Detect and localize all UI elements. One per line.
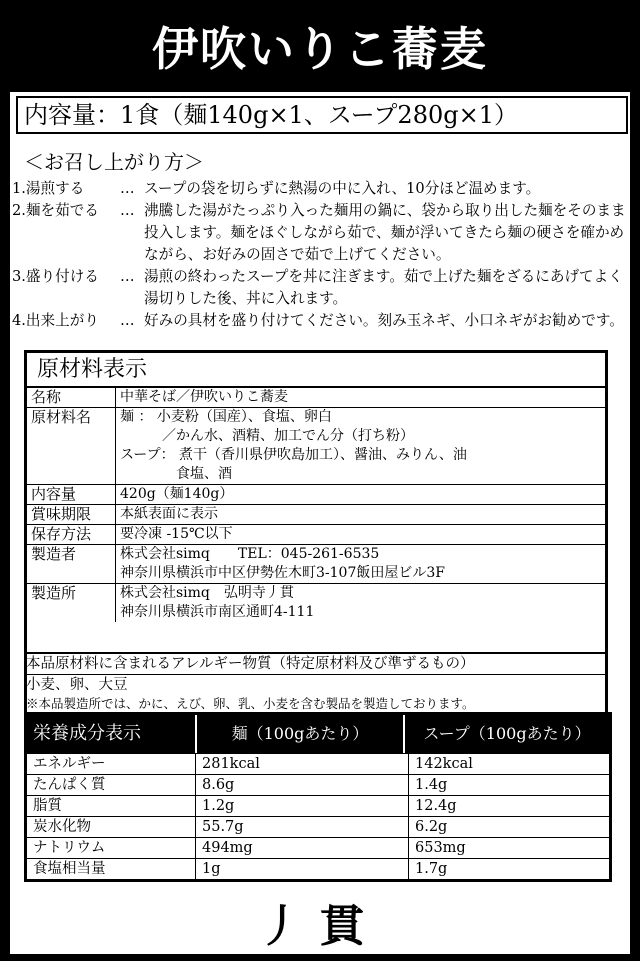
raw-key: 名称 <box>27 388 116 407</box>
raw-line: 株式会社simq 弘明寺丿貫 <box>120 585 294 601</box>
raw-key: 賞味期限 <box>27 505 116 524</box>
raw-line: 食塩、酒 <box>120 466 232 482</box>
noodle-value: 55.7g <box>196 817 409 837</box>
step-3 <box>12 266 628 310</box>
raw-key: 原材料名 <box>27 408 116 484</box>
raw-materials-title: 原材料表示 <box>27 353 605 388</box>
raw-line: 神奈川県横浜市中区伊勢佐木町3-107飯田屋ビル3F <box>120 565 445 581</box>
noodle-column-header: 麺（100gあたり） <box>197 715 405 753</box>
nutrition-row <box>27 858 609 879</box>
nutrition-table <box>24 712 612 882</box>
raw-value <box>116 388 605 407</box>
step-text: スープの袋を切らずに熱湯の中に入れ、10分ほど温めます。 <box>144 180 541 197</box>
soup-column-header: スープ（100gあたり） <box>423 724 591 743</box>
soup-value: 142kcal <box>415 756 473 772</box>
raw-line: 本紙表面に表示 <box>120 506 218 522</box>
nutrition-row <box>27 753 609 774</box>
soup-value: 6.2g <box>415 819 448 835</box>
soup-value: 12.4g <box>415 798 457 814</box>
raw-row-ingredients <box>27 408 605 485</box>
allergy-note: ※本品製造所では、かに、えび、卵、乳、小麦を含む製品を製造しております。 <box>26 696 475 711</box>
step-text: 沸騰した湯がたっぷり入った麺用の鍋に、袋から取り出した麺をそのまま投入します。麺をほぐしながら茹で、麺が浮いてきたら麺の硬さを確かめながら、お好みの固さで茹で上げてください。 <box>144 202 626 263</box>
raw-line: 麺 ： 小麦粉（国産）、食塩、卵白 <box>120 409 332 425</box>
noodle-value: 281kcal <box>196 754 409 774</box>
raw-value <box>116 525 605 544</box>
nutrition-row <box>27 816 609 837</box>
nutrition-row <box>27 837 609 858</box>
step-label: 3.盛り付ける <box>12 268 99 285</box>
raw-line: 要冷凍 -15℃以下 <box>120 526 233 542</box>
raw-row-name <box>27 388 605 408</box>
nutrient-name: 食塩相当量 <box>27 859 196 879</box>
content-amount: 内容量：1食（麺140g×1、スープ280g×1） <box>16 96 628 134</box>
nutrition-row <box>27 774 609 795</box>
product-title: 伊吹いりこ蕎麦 <box>152 22 488 76</box>
raw-line: 株式会社simq TEL：045-261-6535 <box>120 546 380 562</box>
raw-row-amount <box>27 485 605 505</box>
nutrient-name: エネルギー <box>27 754 196 774</box>
step-4 <box>12 310 628 332</box>
soup-value: 653mg <box>415 840 466 856</box>
allergy-section <box>24 652 608 713</box>
raw-value <box>116 545 605 583</box>
raw-line: 神奈川県横浜市南区通町4-111 <box>120 604 315 620</box>
raw-line: ／かん水、酒精、加工でん分（打ち粉） <box>120 428 414 444</box>
nutrient-name: たんぱく質 <box>27 775 196 795</box>
nutrient-name: 炭水化物 <box>27 817 196 837</box>
step-dots: … <box>120 268 135 285</box>
soup-value: 1.7g <box>415 861 448 877</box>
nutrient-name: ナトリウム <box>27 838 196 858</box>
preparation-heading: ＜お召し上がり方＞ <box>24 150 204 174</box>
step-text: 湯煎の終わったスープを丼に注ぎます。茹で上げた麺をざるにあげてよく湯切りした後、丼に入れます。 <box>144 268 623 307</box>
noodle-value: 1.2g <box>196 796 409 816</box>
noodle-value: 494mg <box>196 838 409 858</box>
nutrition-row <box>27 795 609 816</box>
label-sheet <box>10 92 630 954</box>
raw-row-manufacturer <box>27 545 605 584</box>
raw-value <box>116 584 605 622</box>
step-text: 好みの具材を盛り付けてください。刻み玉ネギ、小口ネギがお勧めです。 <box>144 312 624 329</box>
allergy-heading: 本品原材料に含まれるアレルギー物質（特定原材料及び準ずるもの） <box>24 652 608 675</box>
brand-logo: 丿貫 <box>258 901 382 952</box>
nutrient-name: 脂質 <box>27 796 196 816</box>
step-label: 4.出来上がり <box>12 312 99 329</box>
raw-line: 420g（麺140g） <box>120 486 234 502</box>
step-label: 2.麺を茹でる <box>12 202 99 219</box>
step-2 <box>12 200 628 266</box>
noodle-value: 1g <box>196 859 409 879</box>
raw-key: 保存方法 <box>27 525 116 544</box>
raw-value <box>116 408 605 484</box>
step-label: 1.湯煎する <box>12 180 85 197</box>
raw-key: 製造所 <box>27 584 116 622</box>
step-dots: … <box>120 180 135 197</box>
raw-key: 製造者 <box>27 545 116 583</box>
raw-value <box>116 485 605 504</box>
raw-row-expiry <box>27 505 605 525</box>
nutrition-header <box>27 715 609 753</box>
soup-value: 1.4g <box>415 777 448 793</box>
allergy-list: 小麦、卵、大豆 <box>26 677 128 693</box>
raw-line: 中華そば／伊吹いりこ蕎麦 <box>120 389 288 405</box>
nutrition-title: 栄養成分表示 <box>27 715 197 753</box>
raw-value <box>116 505 605 524</box>
preparation-steps <box>12 178 628 332</box>
step-1 <box>12 178 628 200</box>
raw-key: 内容量 <box>27 485 116 504</box>
raw-line: スープ： 煮干（香川県伊吹島加工）、醤油、みりん、油 <box>120 447 467 463</box>
step-dots: … <box>120 202 135 219</box>
raw-row-factory <box>27 584 605 622</box>
raw-row-storage <box>27 525 605 545</box>
noodle-value: 8.6g <box>196 775 409 795</box>
step-dots: … <box>120 312 135 329</box>
